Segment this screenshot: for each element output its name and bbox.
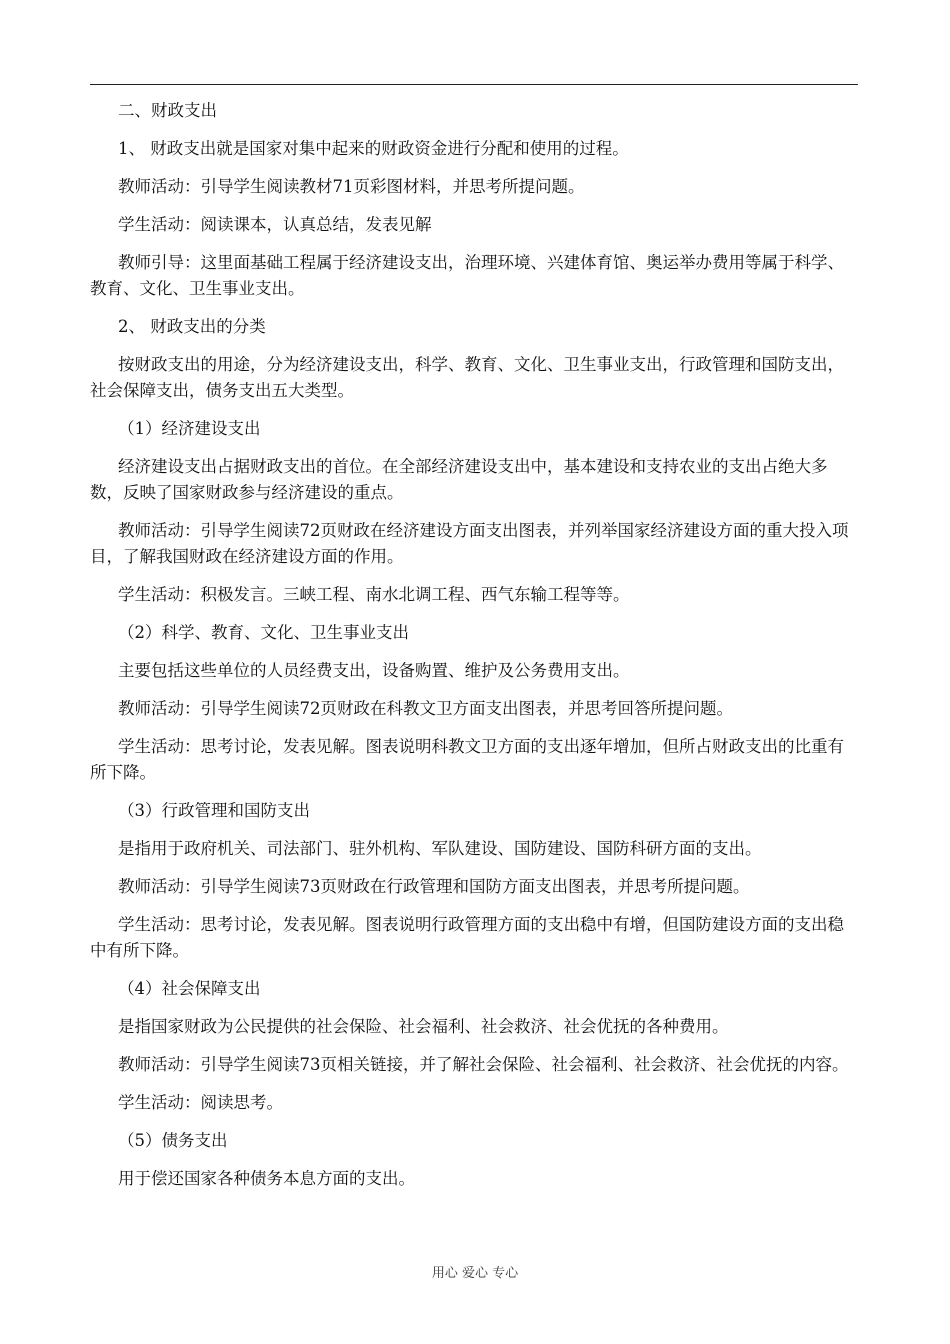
paragraph: 教师引导：这里面基础工程属于经济建设支出，治理环境、兴建体育馆、奥运举办费用等属于科学、教育、文化、卫生事业支出。 xyxy=(90,253,844,298)
paragraph: 学生活动：思考讨论，发表见解。图表说明行政管理方面的支出稳中有增，但国防建设方面的支出稳中有所下降。 xyxy=(90,915,844,960)
paragraph: 1、 财政支出就是国家对集中起来的财政资金进行分配和使用的过程。 xyxy=(118,139,629,158)
paragraph: 学生活动：思考讨论，发表见解。图表说明科教文卫方面的支出逐年增加，但所占财政支出的比重有所下降。 xyxy=(90,737,844,782)
paragraph: 经济建设支出占据财政支出的首位。在全部经济建设支出中，基本建设和支持农业的支出占绝大多数，反映了国家财政参与经济建设的重点。 xyxy=(90,457,828,502)
paragraph: 教师活动：引导学生阅读73页相关链接，并了解社会保险、社会福利、社会救济、社会优抚的内容。 xyxy=(118,1055,849,1074)
subsection-heading: 2、 财政支出的分类 xyxy=(118,317,266,336)
subsection-heading: （2）科学、教育、文化、卫生事业支出 xyxy=(118,623,409,642)
page-footer: 用心 爱心 专心 xyxy=(431,1266,519,1281)
subsection-heading: （4）社会保障支出 xyxy=(118,979,261,998)
paragraph: 教师活动：引导学生阅读72页财政在经济建设方面支出图表，并列举国家经济建设方面的重大投入项目，了解我国财政在经济建设方面的作用。 xyxy=(90,521,849,566)
paragraph: 是指用于政府机关、司法部门、驻外机构、军队建设、国防建设、国防科研方面的支出。 xyxy=(118,839,762,858)
subsection-heading: （3）行政管理和国防支出 xyxy=(118,801,310,820)
paragraph: 教师活动：引导学生阅读教材71页彩图材料，并思考所提问题。 xyxy=(118,177,585,196)
paragraph: 用于偿还国家各种债务本息方面的支出。 xyxy=(118,1169,415,1188)
document-body xyxy=(90,98,860,1192)
paragraph: 学生活动：阅读思考。 xyxy=(118,1093,283,1112)
paragraph: 教师活动：引导学生阅读72页财政在科教文卫方面支出图表，并思考回答所提问题。 xyxy=(118,699,733,718)
paragraph: 主要包括这些单位的人员经费支出，设备购置、维护及公务费用支出。 xyxy=(118,661,630,680)
subsection-heading: （5）债务支出 xyxy=(118,1131,228,1150)
paragraph: 是指国家财政为公民提供的社会保险、社会福利、社会救济、社会优抚的各种费用。 xyxy=(118,1017,729,1036)
paragraph: 学生活动：阅读课本，认真总结，发表见解 xyxy=(118,215,432,234)
subsection-heading: （1）经济建设支出 xyxy=(118,419,261,438)
header-rule xyxy=(90,84,858,85)
paragraph: 按财政支出的用途，分为经济建设支出，科学、教育、文化、卫生事业支出，行政管理和国防支出，社会保障支出，债务支出五大类型。 xyxy=(90,355,844,400)
section-heading: 二、财政支出 xyxy=(118,101,217,120)
paragraph: 学生活动：积极发言。三峡工程、南水北调工程、西气东输工程等等。 xyxy=(118,585,630,604)
paragraph: 教师活动：引导学生阅读73页财政在行政管理和国防方面支出图表，并思考所提问题。 xyxy=(118,877,750,896)
